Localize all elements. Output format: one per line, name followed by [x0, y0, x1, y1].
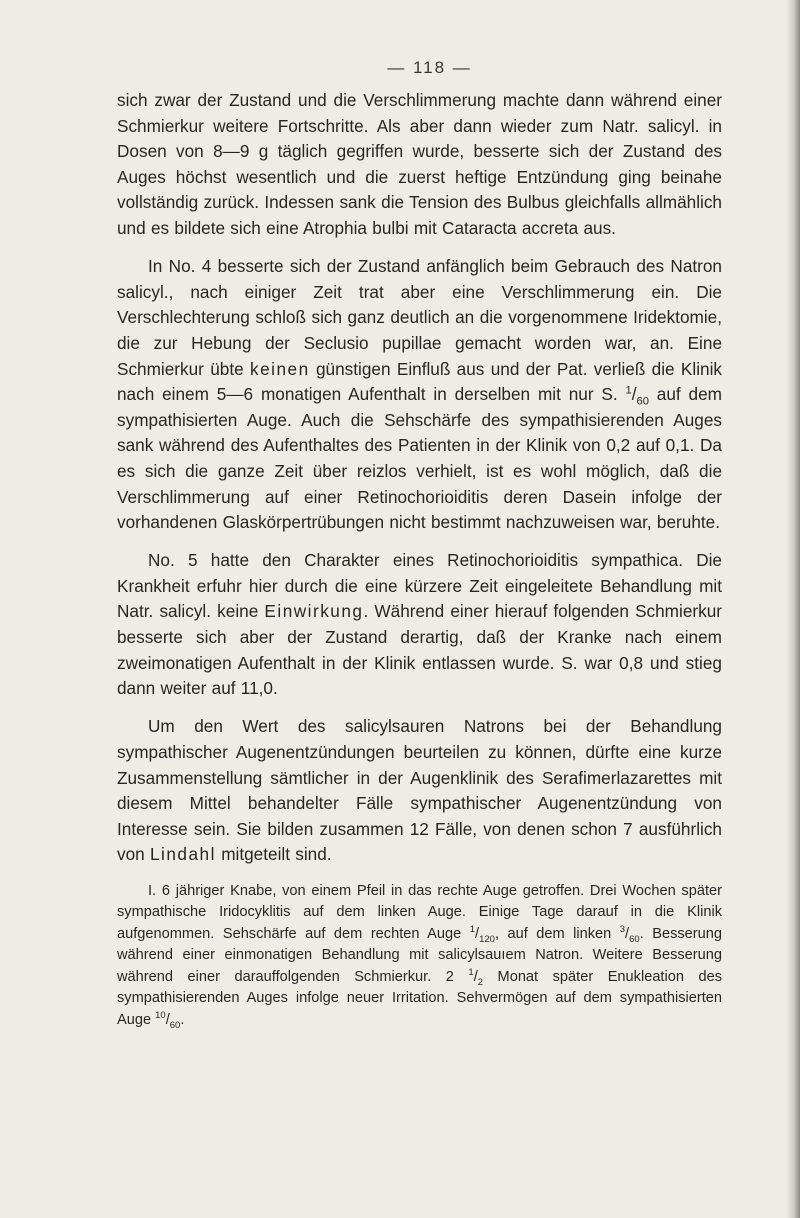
case-text: . — [180, 1011, 185, 1028]
fraction-numerator: 3 — [619, 923, 626, 935]
main-text — [117, 88, 722, 868]
paragraph-1: sich zwar der Zustand und die Verschlimmerung machte dann während einer Schmierkur weitere Fortschritte. Als aber dann wieder zum Natr. salicyl. in Dosen von 8—9 g täglich gegriffen wurde, besserte sich der Zustand des Auges höchst wesentlich und die zuerst heftige Entzündung ging beinahe vollständig zurück. Indessen sank die Tension des Bulbus gleichfalls allmählich und es bildete sich eine Atrophia bulbi mit Cataracta accreta aus. — [117, 90, 722, 238]
paragraph-3-text: . Während einer hierauf folgenden Schmierkur besserte sich aber der Zustand derartig, daß der Kranke nach einem zweimonatigen Aufenthalt in der Klinik entlassen wurde. S. war 0,8 und stieg dann weiter auf 11,0. — [117, 601, 722, 699]
case-text: . Besserung während einer einmonatigen Behandlung mit salicylsauıem Natron. Weitere Besserung während einer darauffolgenden Schmierkur. 2 — [117, 925, 722, 985]
paragraph-2: In No. 4 besserte sich der Zustand anfänglich beim Gebrauch des Natron salicyl., nach einiger Zeit trat aber eine Verschlimmerung ein. Die Verschlechterung schloß sich ganz deutlich an die vorgenommene Iridektomie, die zur Hebung der Seclusio pupillae gemacht worden war, an. Eine Schmierkur übte keinen günstigen Einfluß aus und der Pat. verließ die Klinik nach einem 5—6 monatigen Aufenthalt in derselben mit nur S. $^1/_{60}$ auf dem sympathisierten Auge. Auch die Sehschärfe des sympathisierenden Auges sank während des Aufenthaltes des Patienten in der Klinik von 0,2 auf 0,1. Da es sich die ganze Zeit über reizlos verhielt, ist es wohl möglich, daß die Verschlimmerung auf einer Retinochorioiditis deren Dasein infolge der vorhandenen Glaskörpertrübungen nicht bestimmt nachzuweisen war, beruhte. — [117, 256, 722, 533]
case-1: I. 6 jähriger Knabe, von einem Pfeil in das rechte Auge getroffen. Drei Wochen später sympathische Iridocyklitis auf dem linken Auge. Einige Tage darauf in die Klinik aufgenommen. Sehschärfe auf dem rechten Auge $^1/_{120}$, auf dem linken $^3/_{60}$. Besserung während einer einmonatigen Behandlung mit salicylsauıem Natron. Weitere Besserung während einer darauffolgenden Schmierkur. 2 $^1/_2$ Monat später Enukleation des sympathisierenden Auges infolge neuer Irritation. Sehvermögen auf dem sympathisierten Auge $^{10}/_{60}$. — [117, 882, 723, 1031]
fraction-denominator: 60 — [636, 395, 649, 408]
spaced-word: keinen — [250, 358, 310, 379]
case-text: , auf dem linken — [494, 925, 620, 942]
paragraph-4-text: Um den Wert des salicylsauren Natrons bei der Behandlung sympathischer Augenentzündungen beurteilen zu können, dürfte eine kurze Zusammenstellung sämtlicher in der Augenklinik des Serafimerlazarettes mit diesem Mittel behandelter Fälle sympathischer Augenentzündung von Interesse sein. Sie bilden zusammen 12 Fälle, von denen schon 7 ausführlich von — [117, 716, 722, 865]
paragraph-3 — [117, 548, 722, 702]
fraction-numerator: 1 — [469, 923, 476, 935]
fraction-denominator: 60 — [629, 933, 640, 945]
author-name: Lindahl — [150, 844, 216, 865]
fraction-denominator: 2 — [477, 976, 484, 988]
paragraph-4 — [117, 714, 722, 868]
book-page — [117, 58, 722, 1031]
fraction-numerator: 1 — [625, 384, 632, 397]
page-edge-shadow — [786, 0, 800, 1218]
paragraph-2-text: auf dem sympathisierten Auge. Auch die Sehschärfe des sympathisierenden Auges sank während des Aufenthaltes des Patienten in der Klinik von 0,2 auf 0,1. Da es sich die ganze Zeit über reizlos verhielt, ist es wohl möglich, daß die Verschlimmerung auf einer Retinochorioiditis deren Dasein infolge der vorhandenen Glaskörpertrübungen nicht bestimmt nachzuweisen war, beruhte. — [117, 384, 722, 533]
spaced-word: Einwirkung — [264, 601, 364, 622]
case-text: Monat später Enukleation des sympathisierenden Auges infolge neuer Irritation. Sehvermögen auf dem sympathisierten Auge — [117, 968, 723, 1028]
case-text: I. 6 jähriger Knabe, von einem Pfeil in das rechte Auge getroffen. Drei Wochen später sympathische Iridocyklitis auf dem linken Auge. Einige Tage darauf in die Klinik aufgenommen. Sehschärfe auf dem rechten Auge — [117, 882, 722, 942]
fraction-numerator: 10 — [155, 1009, 166, 1021]
fraction-numerator: 1 — [468, 966, 474, 978]
case-report — [117, 881, 722, 1032]
paragraph-3-text: No. 5 hatte den Charakter eines Retinochorioiditis sympathica. Die Krankheit erfuhr hier durch die eine kürzere Zeit eingeleitete Behandlung mit Natr. salicyl. keine — [117, 550, 722, 622]
page-number: — 118 — — [387, 58, 472, 77]
fraction-denominator: 120 — [479, 933, 495, 945]
paragraph-2-text: günstigen Einfluß aus und der Pat. verließ die Klinik nach einem 5—6 monatigen Aufenthalt in derselben mit nur S. — [117, 358, 722, 405]
paragraph-4-text: mitgeteilt sind. — [215, 844, 332, 865]
paragraph-2-text: In No. 4 besserte sich der Zustand anfänglich beim Gebrauch des Natron salicyl., nach einiger Zeit trat aber eine Verschlimmerung ein. Die Verschlechterung schloß sich ganz deutlich an die vorgenommene Iridektomie, die zur Hebung der Seclusio pupillae gemacht worden war, an. Eine Schmierkur übte — [117, 256, 722, 379]
fraction-denominator: 60 — [169, 1019, 181, 1031]
